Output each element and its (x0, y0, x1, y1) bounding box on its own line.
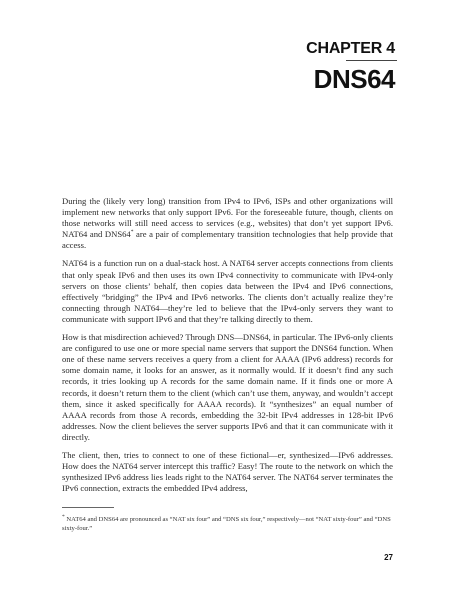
paragraph-1-text-a: During the (likely very long) transition from IPv4 to IPv6, ISPs and other organizations will implement new networks that only support IPv6. For the foreseeable future, though, clients on those networks will still need access to services (e.g., websites) that don’t yet support IPv6. NAT64 and DNS64 (62, 196, 393, 240)
paragraph-1-text-b: are a pair of complementary transition technologies that help provide that access. (62, 229, 394, 251)
paragraph-1 (62, 196, 393, 251)
paragraph-3: How is that misdirection achieved? Through DNS—DNS64, in particular. The IPv6-only clients are configured to use one or more special name servers that support the DNS64 function. When one of these name servers receives a query from a client for AAAA (IPv6 address) records for some domain name, it looks for an answer, as it normally would. If it doesn’t find any such records, it tries looking up A records for the same domain name. If it finds one or more A records, it doesn’t return them to the client (which can’t use them, anyway, and wouldn’t accept them, since it asked specifically for AAAA records). It “synthesizes” an equal number of AAAA records from those A records, embedding the 32-bit IPv4 addresses in 128-bit IPv6 addresses. Now the client believes the server supports IPv6 and that it can communicate with it directly. (62, 332, 393, 442)
page-number: 27 (384, 553, 393, 562)
footnote (62, 513, 393, 534)
chapter-header (306, 40, 395, 94)
paragraph-4: The client, then, tries to connect to one of these fictional—er, synthesized—IPv6 addresses. How does the NAT64 server intercept this traffic? Easy! The route to the network on which the synthesized IPv6 address lies leads right to the NAT64 server. The NAT64 server terminates the IPv6 connection, extracts the embedded IPv4 address, (62, 449, 393, 494)
paragraph-2: NAT64 is a function run on a dual-stack host. A NAT64 server accepts connections from clients that only speak IPv6 and then uses its own IPv4 connectivity to communicate with IPv4-only servers on those clients’ behalf, then copies data between the IPv4 and IPv6 connections, effectively “bridging” the IPv4 and IPv6 networks. The clients don’t actually realize they’re connecting through NAT64—they’re led to believe that the IPv4-only servers they want to communicate with support IPv6 and that they’re talking directly to them. (62, 258, 393, 324)
body-text (62, 196, 393, 501)
footnote-mark: * (62, 513, 65, 520)
chapter-title: DNS64 (313, 64, 395, 94)
footnote-text: NAT64 and DNS64 are pronounced as “NAT six four” and “DNS six four,” respectively—not “NAT sixty-four” and “DNS sixty-four.” (62, 516, 391, 532)
footnote-rule (62, 507, 114, 508)
chapter-label: CHAPTER 4 (306, 40, 395, 57)
footnote-reference: * (130, 229, 134, 236)
header-rule (346, 60, 397, 61)
